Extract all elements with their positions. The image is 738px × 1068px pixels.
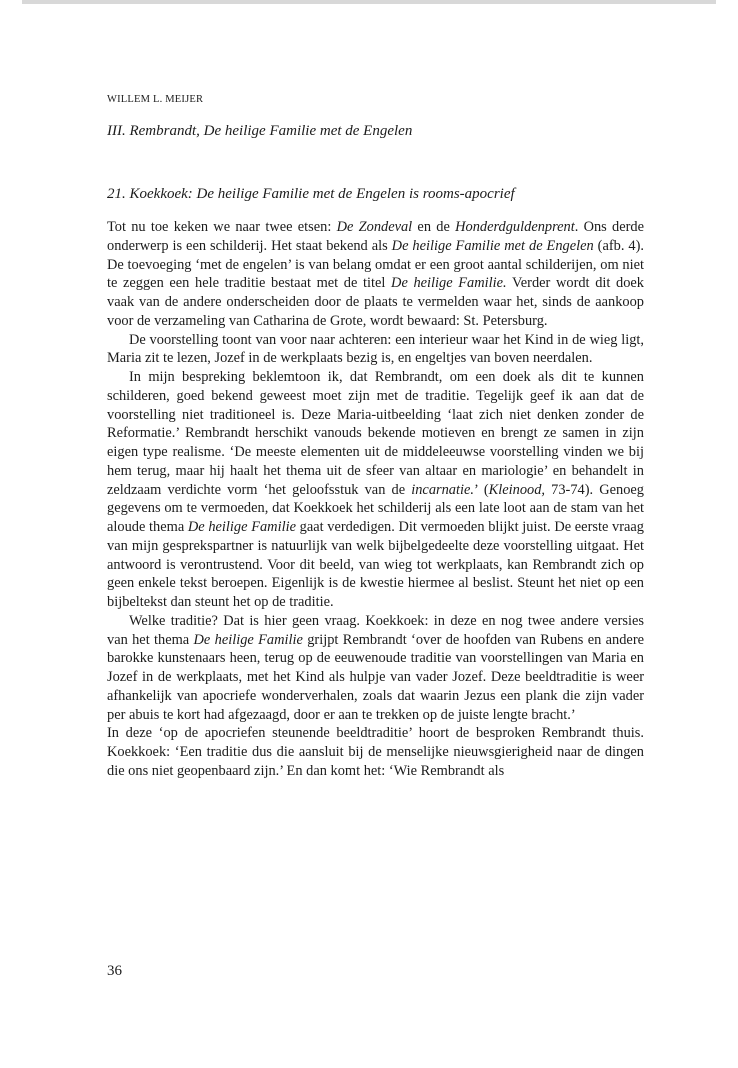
top-edge-rule — [22, 0, 716, 4]
body-text — [107, 218, 644, 781]
title-heilige-familie: De heilige Familie — [187, 519, 296, 535]
running-head: WILLEM L. MEIJER — [107, 94, 204, 105]
paragraph-4: Welke traditie? Dat is hier geen vraag. Koekkoek: in deze en nog twee andere versies van het thema De heilige Familie grijpt Rembrandt ‘over de hoofden van Rubens en andere barokke kunstenaars heen, terug op de eeuwenoude traditie van voorstellingen van Maria en Jozef in de werkplaats, met het Kind als hulpje van vader Jozef. Deze beeldtraditie is weer afhankelijk van apocriefe wonderverhalen, zoals dat waarin Jezus een plank die zijn vader per abuis te kort had afgezaagd, door er aan te trekken op de juiste lengte bracht.’ — [107, 612, 644, 723]
paragraph-1: Tot nu toe keken we naar twee etsen: De Zondeval en de Honderdguldenprent. Ons derde onderwerp is een schilderij. Het staat bekend als De heilige Familie met de Engelen (afb. 4). De toevoeging ‘met de engelen’ is van belang omdat er een groot aantal schilderijen, om niet te zeggen een hele traditie bestaat met de titel De heilige Familie. Verder wordt dit doek vaak van de andere onderscheiden door de plaats te vermelden waar het, sinds de aankoop voor de verzameling van Catharina de Grote, wordt bewaard: St. Petersburg. — [107, 219, 644, 329]
ref-kleinood: Kleinood, — [488, 481, 546, 498]
section-title: III. Rembrandt, De heilige Familie met de Engelen — [107, 123, 413, 139]
subsection-title: 21. Koekkoek: De heilige Familie met de Engelen is rooms-apocrief — [107, 186, 515, 202]
paragraph-2: De voorstelling toont van voor naar achteren: een interieur waar het Kind in de wieg ligt, Maria zit te lezen, Jozef in de werkplaats bezig is, en engeltjes van boven neerdalen. — [107, 331, 644, 367]
page-number: 36 — [107, 963, 122, 979]
title-honderdguldenprent: Honderdguldenprent — [455, 219, 575, 235]
title-heilige-familie: De heilige Familie — [193, 631, 303, 648]
title-heilige-familie: De heilige Familie. — [391, 275, 507, 292]
title-de-zondeval: De Zondeval — [336, 219, 413, 235]
paragraph-5: In deze ‘op de apocriefen steunende beeldtraditie’ hoort de besproken Rembrandt thuis. Koekkoek: ‘Een traditie dus die aansluit bij de menselijke nieuwsgierigheid naar de dingen die ons niet geopenbaard zijn.’ En dan komt het: ‘Wie Rembrandt als — [107, 725, 644, 779]
paragraph-3: In mijn bespreking beklemtoon ik, dat Rembrandt, om een doek als dit te kunnen schilderen, goed bekend geweest moet zijn met de traditie. Tegelijk geef ik aan dat de voorstelling niet traditioneel is. Deze Maria-uitbeelding ‘laat zich niet denken zonder de Reformatie.’ Rembrandt herschikt vanouds bekende motieven en brengt ze samen in zijn eigen type realisme. ‘De meeste elementen uit de middeleeuwse voorstelling vinden we bij hem terug, maar hij haalt het thema uit de sfeer van altaar en mariologie’ en behandelt in zeldzaam verdichte vorm ‘het geloofsstuk van de incarnatie.’ (Kleinood, 73-74). Genoeg gegevens om te vermoeden, dat Koekkoek het schilderij als een late loot aan de stam van het aloude thema De heilige Familie gaat verdedigen. Dit vermoeden blijkt juist. De eerste vraag van mijn gesprekspartner is natuurlijk van welk bijbelgedeelte deze voorstelling uitgaat. Het antwoord is verontrustend. Voor dit beeld, van wieg tot werkplaats, kan Rembrandt zich op geen enkele tekst beroepen. Eigenlijk is de kwestie hiermee al beslist. Steunt het niet op een bijbeltekst dan steunt het op de traditie. — [107, 369, 644, 610]
term-incarnatie: incarnatie. — [411, 481, 474, 498]
title-heilige-familie-engelen: De heilige Familie met de Engelen — [391, 237, 594, 254]
